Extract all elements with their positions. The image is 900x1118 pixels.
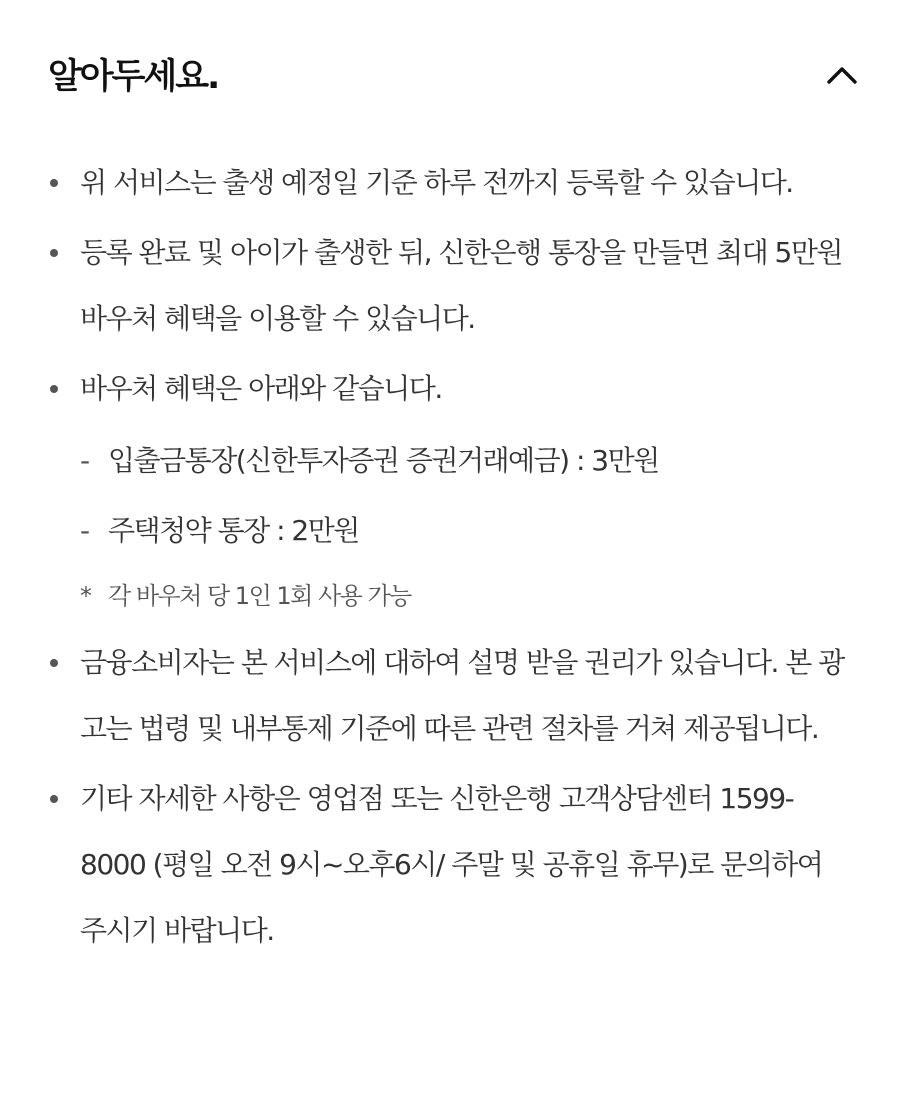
bullet-dot xyxy=(50,249,58,257)
bullet-dot xyxy=(50,659,58,667)
collapse-button[interactable] xyxy=(822,56,862,96)
footnote-text: 각 바우처 당 1인 1회 사용 가능 xyxy=(108,582,411,610)
notice-text: 기타 자세한 사항은 영업점 또는 신한은행 고객상담센터 1599-8000 (평일 오전 9시~오후6시/ 주말 및 공휴일 휴무)로 문의하여 주시기 바랍니다. xyxy=(80,782,823,947)
notice-text: 위 서비스는 출생 예정일 기준 하루 전까지 등록할 수 있습니다. xyxy=(80,166,793,199)
notice-text: 바우처 혜택은 아래와 같습니다. xyxy=(80,372,442,405)
list-item xyxy=(48,630,848,762)
dash-marker: - xyxy=(80,444,89,477)
bullet-dot xyxy=(50,795,58,803)
bullet-dot xyxy=(50,385,58,393)
sub-item-text: 주택청약 통장 : 2만원 xyxy=(108,514,359,547)
notice-list xyxy=(48,150,848,964)
bullet-dot xyxy=(50,179,58,187)
list-item xyxy=(48,220,848,352)
notice-text: 등록 완료 및 아이가 출생한 뒤, 신한은행 통장을 만들면 최대 5만원 바우처 혜택을 이용할 수 있습니다. xyxy=(80,236,842,335)
notice-title: 알아두세요. xyxy=(48,57,219,97)
notice-text: 금융소비자는 본 서비스에 대하여 설명 받을 권리가 있습니다. 본 광고는 법령 및 내부통제 기준에 따른 관련 절차를 거쳐 제공됩니다. xyxy=(80,646,844,745)
sub-list-item xyxy=(80,496,848,566)
list-item xyxy=(48,150,848,216)
dash-marker: - xyxy=(80,514,89,547)
list-item xyxy=(48,766,848,964)
sub-list-item xyxy=(80,426,848,496)
list-item xyxy=(48,356,848,626)
asterisk-marker: * xyxy=(80,582,91,610)
footnote xyxy=(80,566,848,626)
chevron-up-icon xyxy=(822,56,862,96)
notice-header[interactable] xyxy=(48,0,848,150)
sub-item-text: 입출금통장(신한투자증권 증권거래예금) : 3만원 xyxy=(108,444,659,477)
voucher-sub-list xyxy=(80,426,848,566)
